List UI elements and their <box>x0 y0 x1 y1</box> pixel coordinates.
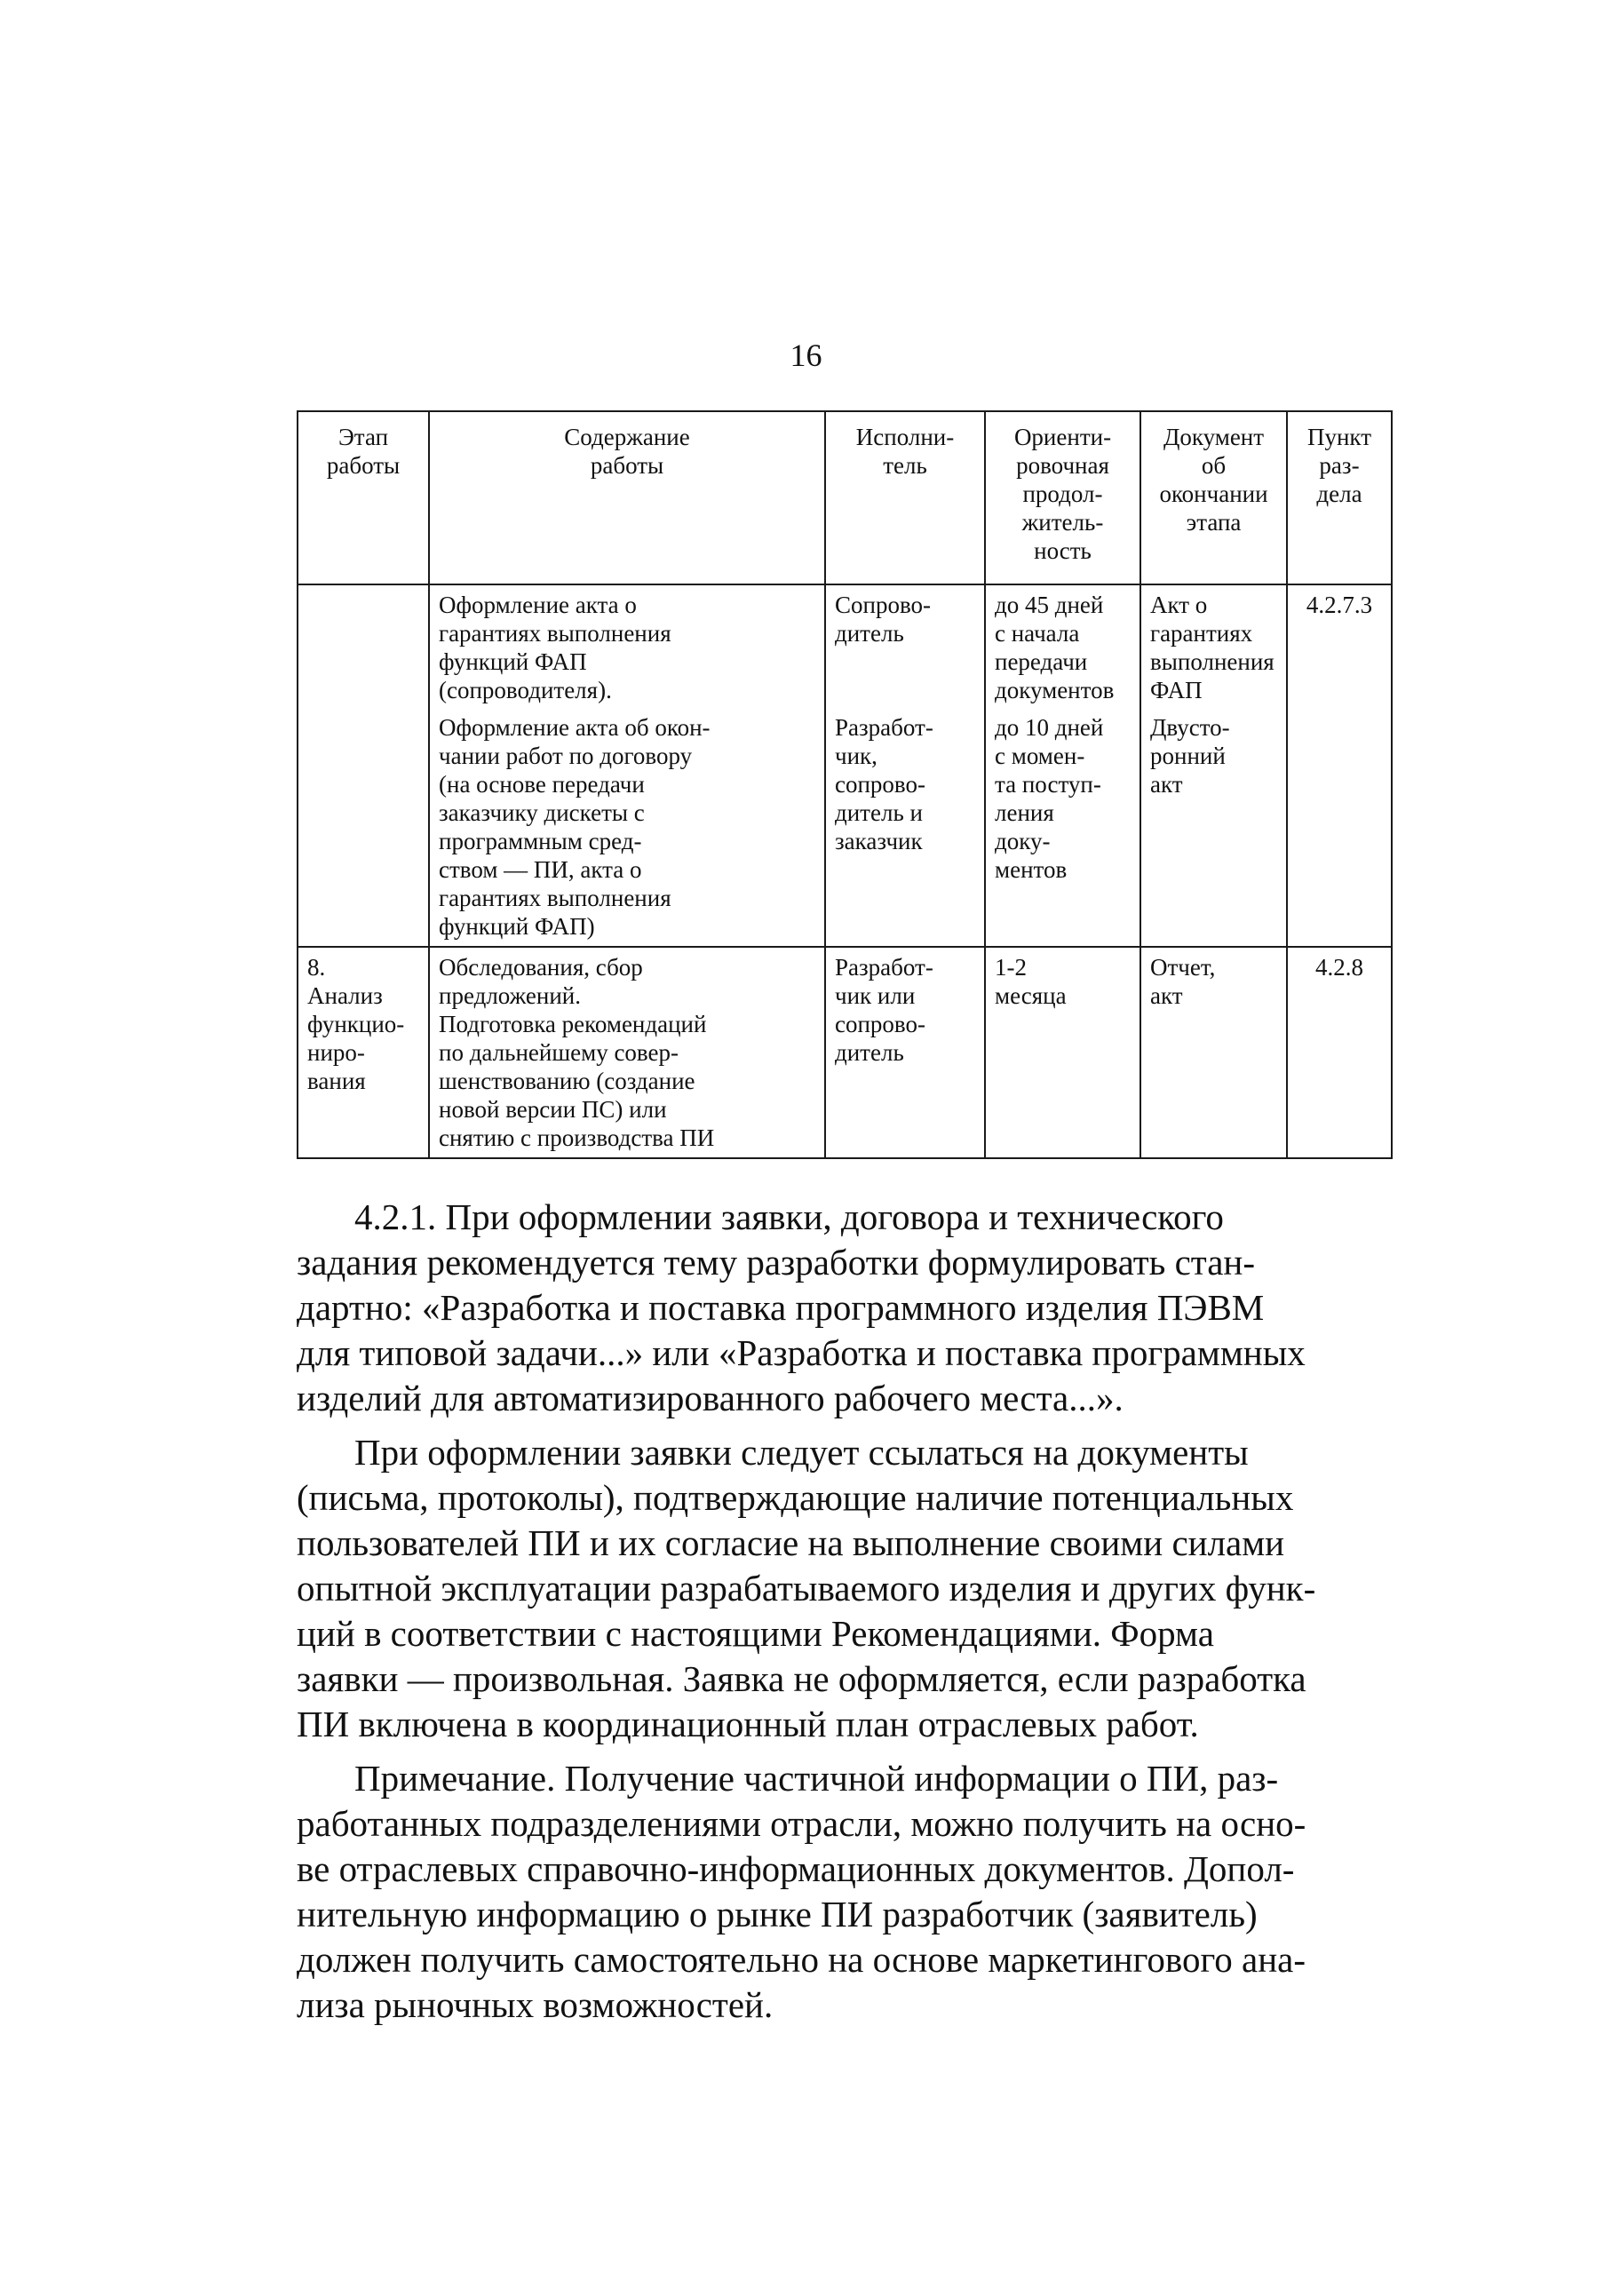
cell-section: 4.2.8 <box>1287 947 1392 1158</box>
section-block-1: 4.2.7.3 <box>1306 592 1373 618</box>
cell-section <box>1287 584 1392 947</box>
header-section: Пункт раз- дела <box>1287 411 1392 584</box>
cell-content: Обследования, сбор предложений. Подготовка рекомендаций по дальнейшему совер- шенствованию (создание новой версии ПС) или снятию с производства ПИ <box>429 947 825 1158</box>
cell-stage <box>298 584 429 947</box>
cell-content <box>429 584 825 947</box>
page-number: 16 <box>790 338 822 373</box>
content-block-1: Оформление акта о гарантиях выполнения функций ФАП (сопроводителя). <box>439 592 671 703</box>
document-block-1: Акт о гарантиях выполнения ФАП <box>1150 592 1275 703</box>
paragraph-application: При оформлении заявки следует ссылаться на документы (письма, протоколы), подтверждающие наличие потенциальных пользователей ПИ и их согласие на выполнение своими силами опытной эксплуатации разрабатываемого изделия и других функ- ций в соответствии с настоящими Рекомендациями. Форма заявки — произвольная. Заявка не оформляется, если разработка ПИ включена в координационный план отраслевых работ. <box>297 1432 1316 1744</box>
cell-duration <box>985 584 1140 947</box>
cell-document: Отчет, акт <box>1140 947 1287 1158</box>
header-executor: Исполни- тель <box>825 411 985 584</box>
header-document: Документ об окончании этапа <box>1140 411 1287 584</box>
work-stages-table <box>297 410 1393 1159</box>
table-header-row <box>298 411 1392 584</box>
executor-block-1: Сопрово- дитель <box>835 592 932 647</box>
cell-executor: Разработ- чик или сопрово- дитель <box>825 947 985 1158</box>
header-duration: Ориенти- ровочная продол- житель- ность <box>985 411 1140 584</box>
cell-executor <box>825 584 985 947</box>
table-row <box>298 947 1392 1158</box>
content-block-2: Оформление акта об окон- чании работ по договору (на основе передачи заказчику дискеты с программным сред- ством — ПИ, акта о гарантиях выполнения функций ФАП) <box>439 714 711 940</box>
body-text <box>297 1195 1391 2037</box>
cell-document <box>1140 584 1287 947</box>
header-stage: Этап работы <box>298 411 429 584</box>
duration-block-1: до 45 дней с начала передачи документов <box>995 592 1115 703</box>
paragraph-4-2-1: 4.2.1. При оформлении заявки, договора и технического задания рекомендуется тему разработки формулировать стан- дартно: «Разработка и поставка программного изделия ПЭВМ для типовой задачи...» или «Разработка и поставка программных изделий для автоматизированного рабочего места...». <box>297 1196 1306 1418</box>
duration-block-2: до 10 дней с момен- та поступ- ления доку- ментов <box>995 714 1104 883</box>
executor-block-2: Разработ- чик, сопрово- дитель и заказчик <box>835 714 933 854</box>
table-row <box>298 584 1392 947</box>
paragraph-note: Примечание. Получение частичной информации о ПИ, раз- работанных подразделениями отрасли, можно получить на осно- ве отраслевых справочно-информационных документов. Допол- нительную информацию о рынке ПИ разработчик (заявитель) должен получить самостоятельно на основе маркетингового ана- лиза рыночных возможностей. <box>297 1758 1306 2025</box>
cell-duration: 1-2 месяца <box>985 947 1140 1158</box>
document-block-2: Двусто- ронний акт <box>1150 714 1230 798</box>
cell-stage: 8. Анализ функцио- ниро- вания <box>298 947 429 1158</box>
header-content: Содержание работы <box>429 411 825 584</box>
